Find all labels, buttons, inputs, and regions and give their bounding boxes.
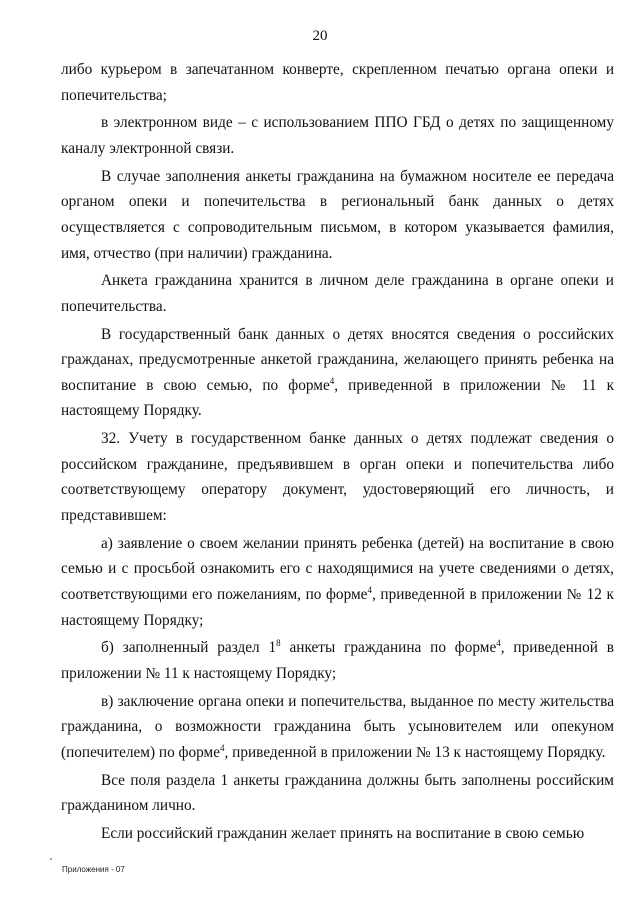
paragraph-4: Анкета гражданина хранится в личном деле гражданина в органе опеки и попечительства.: [61, 272, 614, 315]
paragraph-3: В случае заполнения анкеты гражданина на бумажном носителе ее передача органом опеки и попечительства в региональный банк данных о детях осуществляется с сопроводительным письмом, в котором указывается фамилия, имя, отчество (при наличии) гражданина.: [61, 167, 614, 262]
paragraph-5: В государственный банк данных о детях вносятся сведения о российских гражданах, предусмотренные анкетой гражданина, желающего принять ребенка на воспитание в свою семью, по форме$^4$, приведенной в приложении № 11 к настоящему Порядку.: [61, 325, 615, 420]
paragraph-10: Все поля раздела 1 анкеты гражданина должны быть заполнены российским гражданином лично.: [61, 771, 614, 815]
paragraph-7: а) заявление о своем желании принять ребенка (детей) на воспитание в свою семью и с просьбой ознакомить его с находящимися на учете сведениями о детях, соответствующими его пожеланиям, по форме$^4$, приведенной в приложении № 12 к настоящему Порядку;: [61, 534, 614, 629]
paragraph-11: Если российский гражданин желает принять на воспитание в свою семью: [101, 825, 585, 843]
page-footer: Приложения - 07: [62, 865, 125, 874]
footnote-ref: 4: [367, 584, 372, 595]
footnote-ref: 4: [220, 742, 225, 753]
paragraph-9: в) заключение органа опеки и попечительства, выданное по месту жительства гражданина, о возможности гражданина быть усыновителем или опекуном (попечителем) по форме$^4$, приведенной в приложении № 13 к настоящему Порядку.: [61, 692, 614, 761]
footnote-ref: 4: [329, 375, 335, 386]
document-body: [61, 57, 614, 849]
footnote-ref: 8: [276, 638, 281, 649]
paragraph-1: либо курьером в запечатанном конверте, скрепленном печатью органа опеки и попечительства;: [61, 61, 614, 104]
footnote-ref: 4: [496, 638, 501, 649]
paragraph-2: в электронном виде – с использованием ППО ГБД о детях по защищенному каналу электронной связи.: [61, 114, 614, 157]
page-number: 20: [312, 28, 328, 44]
paragraph-6: 32. Учету в государственном банке данных о детях подлежат сведения о российском гражданине, предъявившем в орган опеки и попечительства либо соответствующему оператору документ, удостоверяющий его личность, и представившем:: [61, 430, 614, 525]
paragraph-8: б) заполненный раздел $1^8$ анкеты гражданина по форме$^4$, приведенной в приложении № 11 к настоящему Порядку;: [61, 638, 615, 682]
margin-mark: [50, 858, 52, 860]
